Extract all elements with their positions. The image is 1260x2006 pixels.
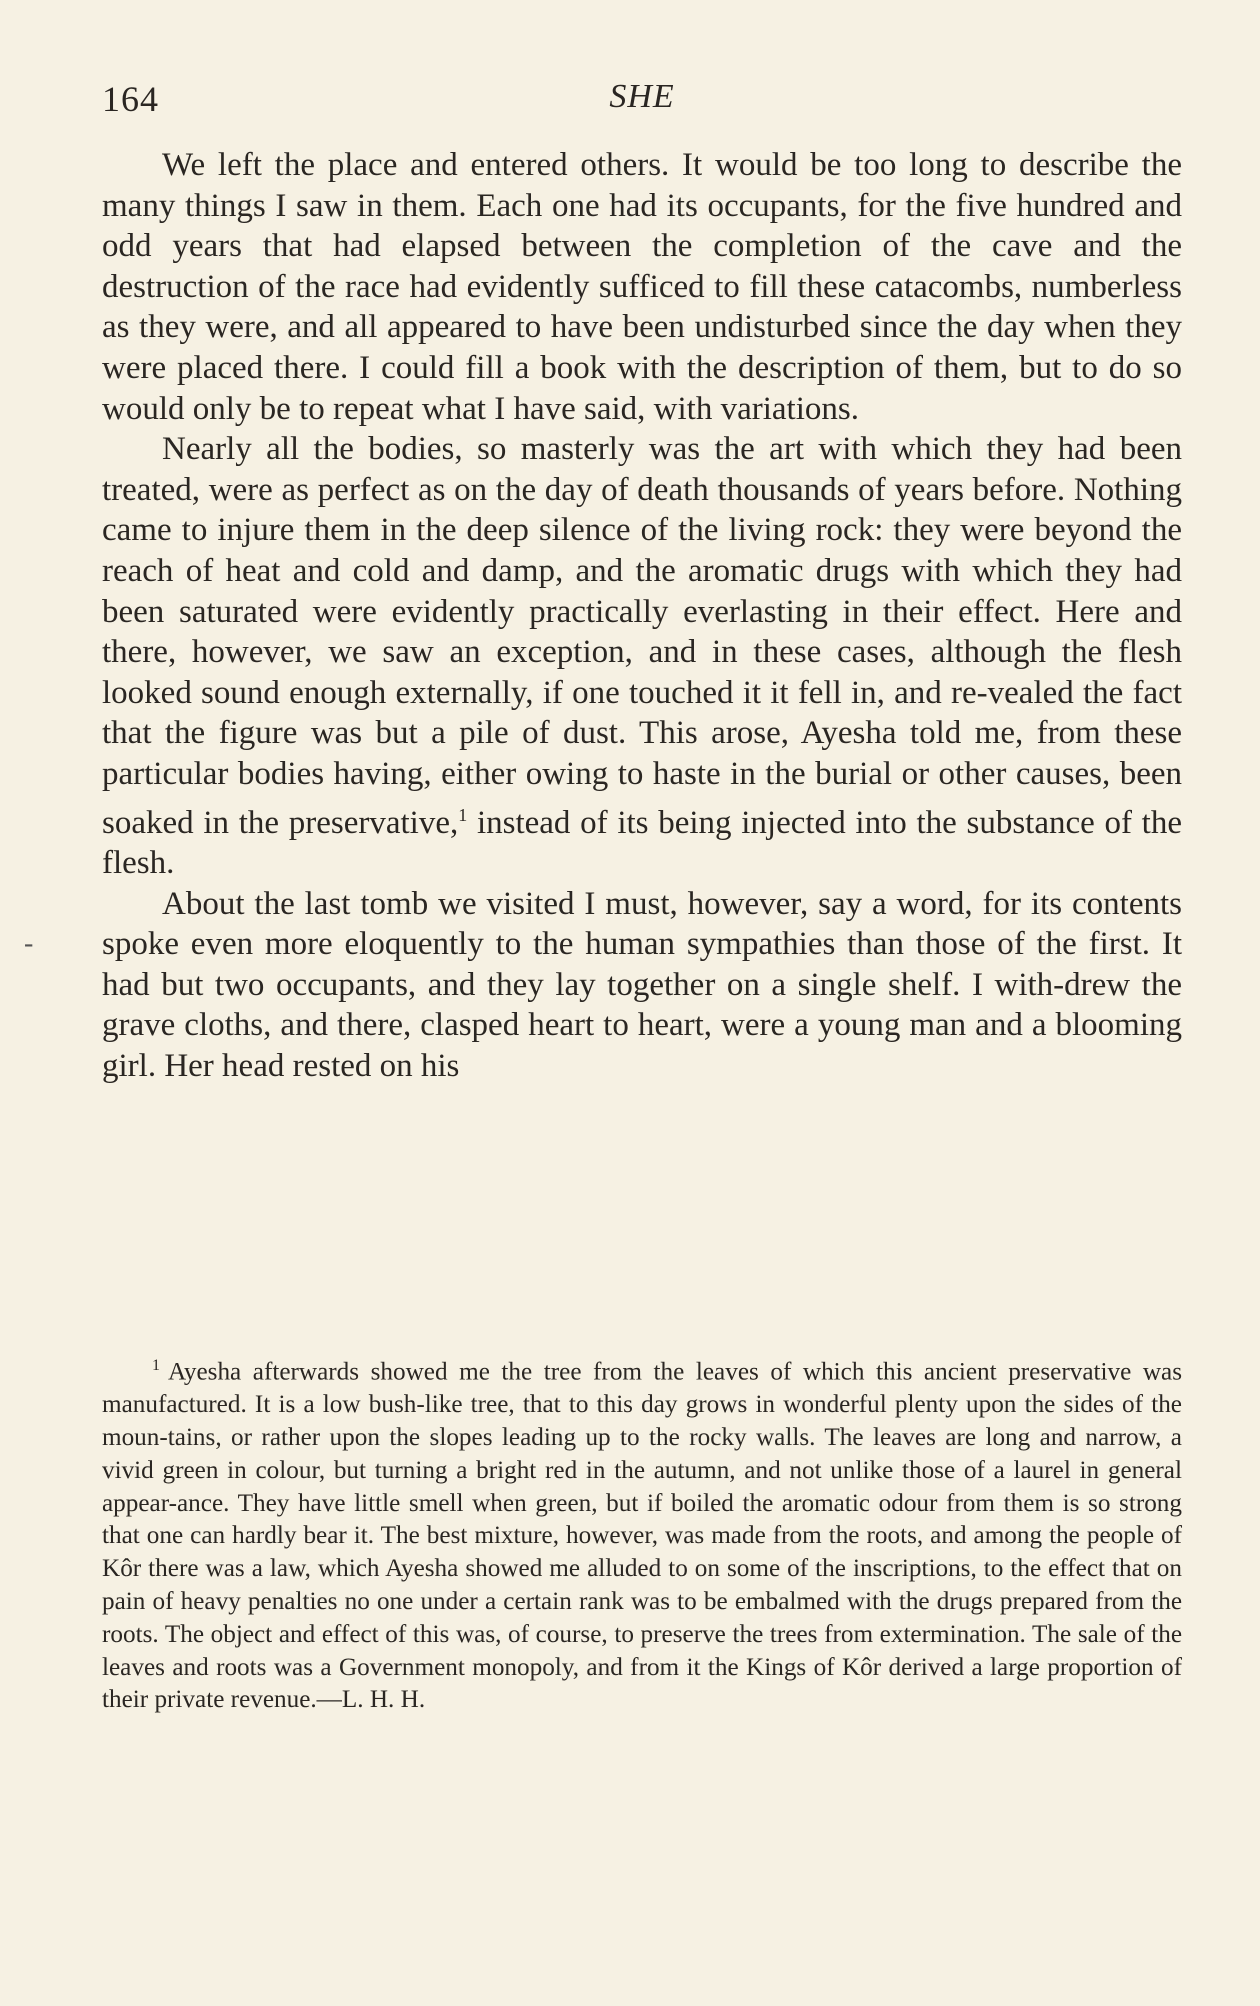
page-header bbox=[102, 78, 1182, 128]
running-title: SHE bbox=[609, 78, 675, 115]
footnotes bbox=[102, 1350, 1182, 1717]
page-number: 164 bbox=[102, 79, 159, 119]
footnote-reference[interactable]: 1 bbox=[458, 804, 468, 825]
paragraph-2-text-a: Nearly all the bodies, so masterly was the art with which they had been treated, were as perfect as on the day of death thousands of years before. Nothing came to injure them in the deep silence of the living rock: they were beyond the reach of heat and cold and damp, and the aromatic drugs with which they had been saturated were evidently practically everlasting in their effect. Here and there, however, we saw an exception, and in these cases, although the flesh looked sound enough externally, if one touched it it fell in, and re-vealed the fact that the figure was but a pile of dust. This arose, Ayesha told me, from these particular bodies having, either owing to haste in the burial or other causes, been soaked in the preservative, bbox=[102, 431, 1182, 841]
paragraph-3: About the last tomb we visited I must, however, say a word, for its contents spoke even more eloquently to the human sympathies than those of the first. It had but two occupants, and they lay together on a single shelf. I with-drew the grave cloths, and there, clasped heart to heart, were a young man and a blooming girl. Her head rested on his bbox=[102, 885, 1182, 1085]
paragraph-2 bbox=[102, 429, 1182, 884]
paragraph-1: We left the place and entered others. It would be too long to describe the many things I saw in them. Each one had its occupants, for the five hundred and odd years that had elapsed between the completion of the cave and the destruction of the race had evidently sufficed to fill these catacombs, numberless as they were, and all appeared to have been undisturbed since the day when they were placed there. I could fill a book with the description of them, but to do so would only be to repeat what I have said, with variations. bbox=[102, 147, 1182, 427]
paragraph-2-text-b: instead of its being injected into the substance of the flesh. bbox=[102, 804, 1182, 882]
body-text bbox=[102, 145, 1182, 1087]
footnote-1 bbox=[102, 1350, 1182, 1717]
footnote-text: Ayesha afterwards showed me the tree from the leaves of which this ancient preservative was manufactured. It is a low bush-like tree, that to this day grows in wonderful plenty upon the sides of the moun-tains, or rather upon the slopes leading up to the rocky walls. The leaves are long and narrow, a vivid green in colour, but turning a bright red in the autumn, and not unlike those of a laurel in general appear-ance. They have little smell when green, but if boiled the aromatic odour from them is so strong that one can hardly bear it. The best mixture, however, was made from the roots, and among the people of Kôr there was a law, which Ayesha showed me alluded to on some of the inscriptions, to the effect that on pain of heavy penalties no one under a certain rank was to be embalmed with the drugs prepared from the roots. The object and effect of this was, of course, to preserve the trees from extermination. The sale of the leaves and roots was a Government monopoly, and from it the Kings of Kôr derived a large proportion of their private revenue.—L. H. H. bbox=[102, 1358, 1182, 1714]
margin-mark: - bbox=[24, 928, 34, 959]
footnote-marker: 1 bbox=[152, 1357, 160, 1374]
